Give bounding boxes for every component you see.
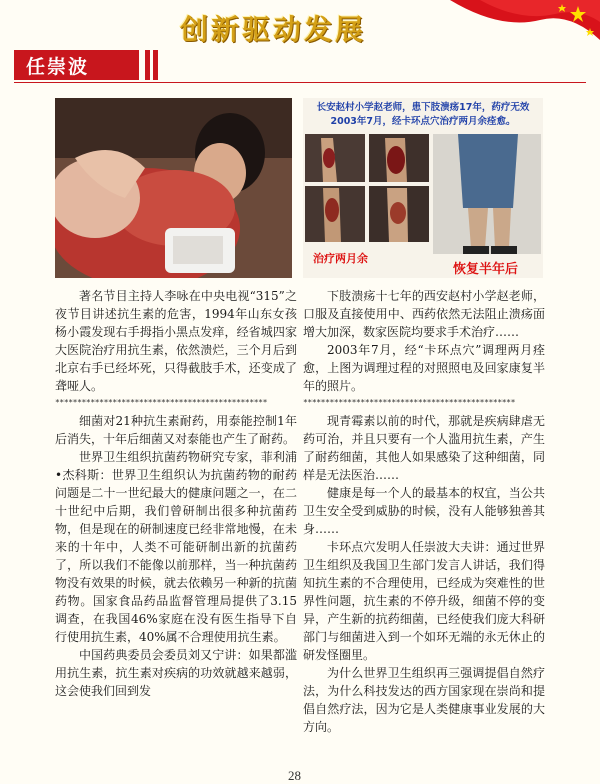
banner-title: 创新驱动发展 (180, 13, 367, 46)
left-text-column (55, 287, 297, 700)
leg-photo (305, 186, 365, 242)
collage-caption: 长安赵村小学赵老师，患下肢溃疡17年，药疗无效2003年7月，经卡环点穴治疗两月余痊愈。 (316, 102, 530, 127)
leg-photo (305, 134, 365, 182)
paragraph: 2003年7月，经“卡环点穴”调理两月痊愈，上图为调理过程的对照照电及回家康复半年的照片。 (303, 343, 545, 393)
star-divider: ************************************************ (55, 398, 267, 407)
paragraph: 中国药典委员会委员刘又宁讲：如果都滥用抗生素，抗生素对疾病的功效就越来越弱，这会使我们回到发 (55, 648, 297, 698)
right-text-column (303, 287, 545, 736)
paragraph: 著名节目主持人李咏在中央电视“315”之夜节目讲述抗生素的危害，1994年山东女孩杨小霞发现右手拇指小黑点发痒，经省城四家大医院治疗用抗生素，依然溃烂，三个月后到北京右手已经坏死，只得截肢手术，还变成了聋哑人。 (55, 289, 297, 393)
patient-photo (55, 98, 292, 278)
leg-photo (433, 134, 541, 254)
author-name: 任崇波 (26, 56, 90, 78)
page-header (0, 0, 600, 88)
decorative-bar (153, 50, 158, 80)
paragraph: 世界卫生组织抗菌药物研究专家，菲利浦•杰科斯：世界卫生组织认为抗菌药物的耐药问题是二十一世纪最大的健康问题之一，在二十世纪中后期，我们曾研制出很多种抗菌药物，但是现在的研制速度已经非常地慢，在未来的十年中，人类不可能研制出新的抗菌药了，所以我们不能像以前那样，当一种抗菌药物没有效果的时候，就去依赖另一种新的抗菌药物。国家食品药品监督管理局提供了3.15调查，在我国46%家庭在没有医生指导下自行使用抗生素，40%属不合理使用抗生素。 (55, 450, 297, 644)
decorative-bar (145, 50, 150, 80)
paragraph: 卡环点穴发明人任崇波大夫讲：通过世界卫生组织及我国卫生部门发言人讲话，我们得知抗生素的不合理使用，已经成为突难性的世界性问题，抗生素的不停升级，细菌不停的变异，产生新的抗药细菌，已经使我们庞大科研部门与细菌进入到一个如环无端的永无休止的研发怪圈里。 (303, 540, 545, 662)
paragraph: 细菌对21种抗生素耐药，用泰能控制1年后消失，十年后细菌又对泰能也产生了耐药。 (55, 414, 297, 446)
treatment-duration-label: 治疗两月余 (313, 252, 368, 265)
paragraph: 下肢溃疡十七年的西安赵村小学赵老师，口服及直接使用中、西药依然无法阻止溃疡面增大加深，数家医院均要求手术治疗…… (303, 289, 545, 339)
leg-photo (369, 134, 429, 182)
paragraph: 为什么世界卫生组织再三强调提倡自然疗法，为什么科技发达的西方国家现在崇尚和提倡自然疗法，因为它是人类健康事业发展的大方向。 (303, 666, 545, 734)
leg-photo (369, 186, 429, 242)
recovery-label: 恢复半年后 (453, 262, 519, 277)
treatment-photo-collage (303, 98, 543, 278)
flag-graphic (440, 0, 600, 70)
paragraph: 现青霉素以前的时代，那就是疾病肆虐无药可治，并且只要有一个人滥用抗生素，产生了耐药细菌，其他人如果感染了这种细菌，同样是无法医治…… (303, 414, 545, 482)
header-rule (14, 82, 586, 83)
paragraph: 健康是每一个人的最基本的权宜，当公共卫生安全受到威胁的时候，没有人能够独善其身…… (303, 486, 545, 536)
page-number: 28 (288, 768, 301, 783)
star-divider: ************************************************ (303, 398, 515, 407)
